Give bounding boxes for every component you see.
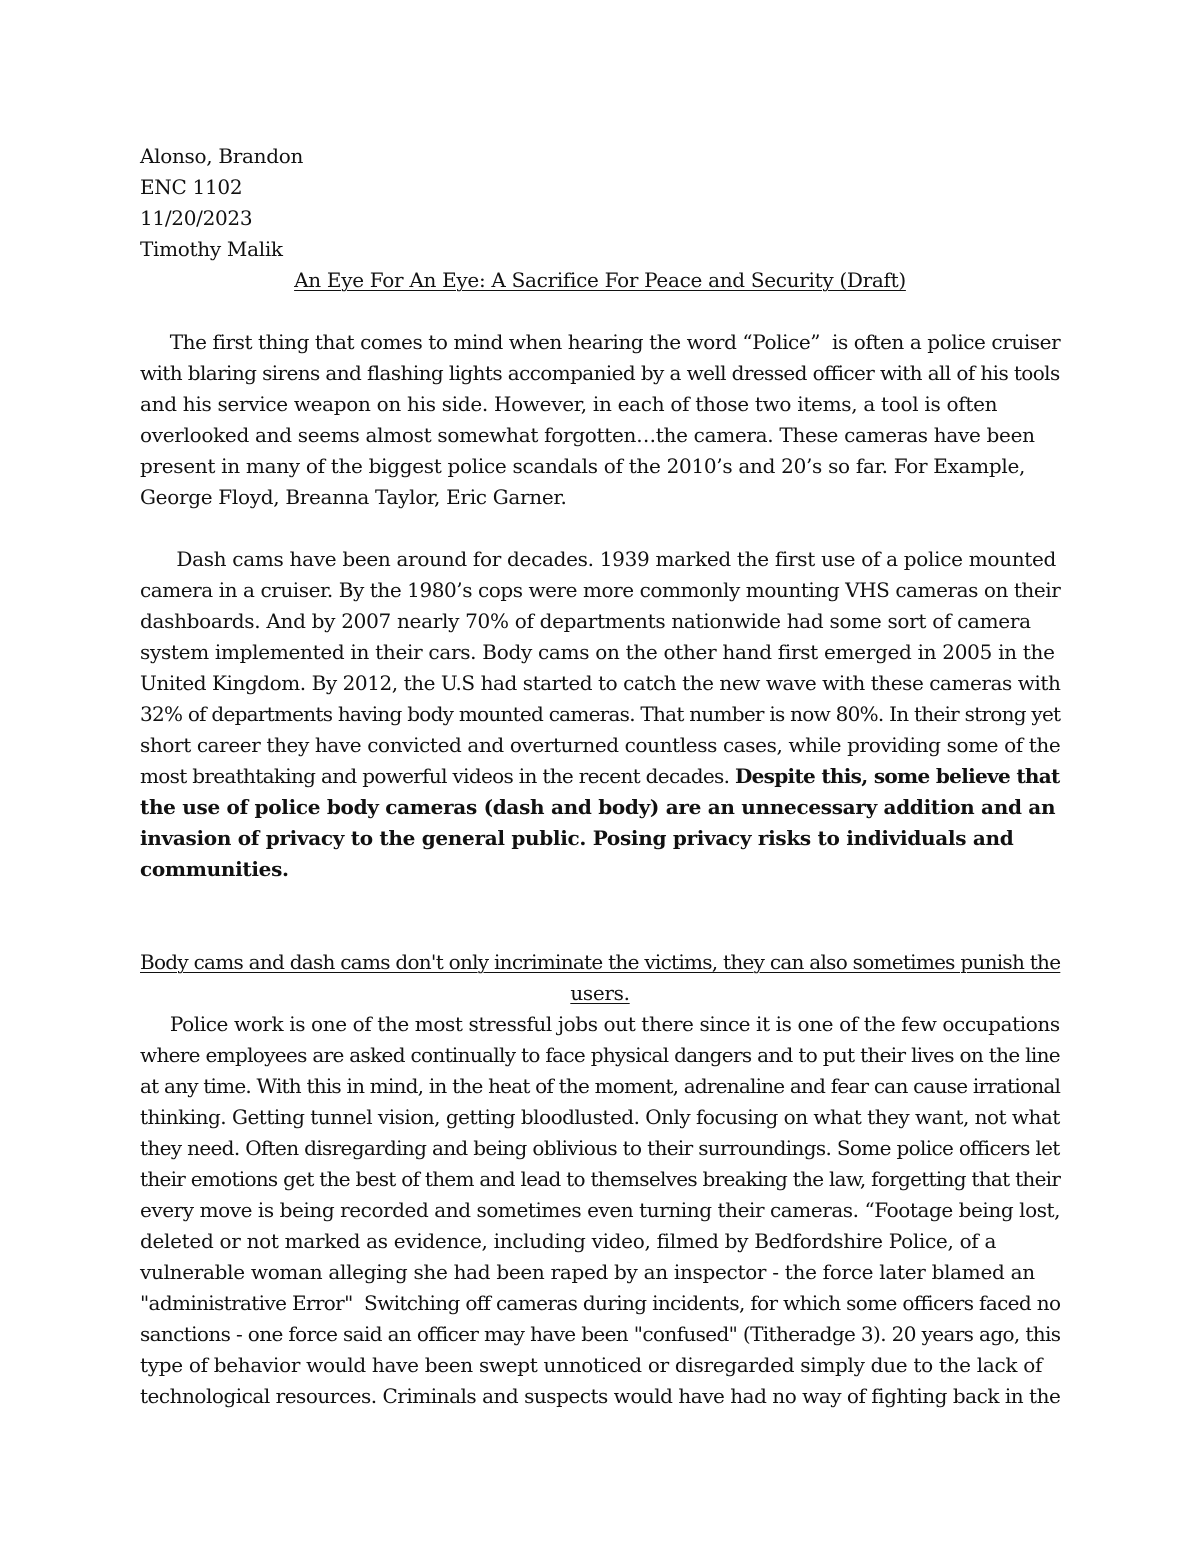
- document-body: [140, 141, 1060, 1412]
- paragraph-line: technological resources. Criminals and suspects would have had no way of fighting back in the: [140, 1384, 1061, 1408]
- paragraph-line: Police work is one of the most stressful jobs out there since it is one of the few occupations: [140, 1012, 1060, 1036]
- paragraph-line: at any time. With this in mind, in the heat of the moment, adrenaline and fear can cause irrational: [140, 1074, 1061, 1098]
- paragraph-line: present in many of the biggest police scandals of the 2010’s and 20’s so far. For Example,: [140, 454, 1026, 478]
- paragraph-line: with blaring sirens and flashing lights accompanied by a well dressed officer with all of his tools: [140, 361, 1060, 385]
- thesis-line: the use of police body cameras (dash and body) are an unnecessary addition and an: [140, 795, 1056, 819]
- paragraph-1: [140, 327, 1060, 513]
- paragraph-line: and his service weapon on his side. However, in each of those two items, a tool is often: [140, 392, 998, 416]
- paragraph-line: Dash cams have been around for decades. 1939 marked the first use of a police mounted: [140, 547, 1057, 571]
- author-name: Alonso, Brandon: [140, 144, 304, 168]
- thesis-line: communities.: [140, 857, 289, 881]
- course-code: ENC 1102: [140, 175, 243, 199]
- paragraph-line: vulnerable woman alleging she had been raped by an inspector - the force later blamed an: [140, 1260, 1035, 1284]
- thesis-line: invasion of privacy to the general public. Posing privacy risks to individuals and: [140, 826, 1014, 850]
- section-heading: [140, 947, 1060, 1009]
- paragraph-line: thinking. Getting tunnel vision, getting bloodlusted. Only focusing on what they want, not what: [140, 1105, 1060, 1129]
- paragraph-line: United Kingdom. By 2012, the U.S had started to catch the new wave with these cameras with: [140, 671, 1061, 695]
- section-heading-line: users.: [570, 981, 630, 1005]
- thesis-text: Despite this, some believe that: [734, 764, 1060, 788]
- paragraph-line-mixed: [140, 761, 1060, 792]
- paragraph-line: The first thing that comes to mind when hearing the word “Police” is often a police cruiser: [140, 330, 1061, 354]
- section-heading-line: Body cams and dash cams don't only incriminate the victims, they can also sometimes punish the: [140, 950, 1061, 974]
- paragraph-line: short career they have convicted and overturned countless cases, while providing some of the: [140, 733, 1061, 757]
- paragraph-text: most breathtaking and powerful videos in the recent decades.: [140, 764, 735, 788]
- spacer: [140, 513, 1060, 544]
- paragraph-3: [140, 1009, 1060, 1412]
- essay-title: An Eye For An Eye: A Sacrifice For Peace and Security (Draft): [294, 268, 906, 292]
- paragraph-2: [140, 544, 1060, 885]
- paragraph-line: camera in a cruiser. By the 1980’s cops were more commonly mounting VHS cameras on their: [140, 578, 1061, 602]
- paragraph-line: every move is being recorded and sometimes even turning their cameras. “Footage being lost,: [140, 1198, 1061, 1222]
- paragraph-line: their emotions get the best of them and lead to themselves breaking the law, forgetting that their: [140, 1167, 1061, 1191]
- submission-date: 11/20/2023: [140, 206, 253, 230]
- paragraph-line: George Floyd, Breanna Taylor, Eric Garner.: [140, 485, 567, 509]
- spacer: [140, 296, 1060, 327]
- spacer: [140, 885, 1060, 947]
- paragraph-line: sanctions - one force said an officer may have been "confused" (Titheradge 3). 20 years ago, this: [140, 1322, 1061, 1346]
- paragraph-line: overlooked and seems almost somewhat forgotten…the camera. These cameras have been: [140, 423, 1035, 447]
- paragraph-line: dashboards. And by 2007 nearly 70% of departments nationwide had some sort of camera: [140, 609, 1031, 633]
- paragraph-line: where employees are asked continually to face physical dangers and to put their lives on the line: [140, 1043, 1060, 1067]
- paragraph-line: 32% of departments having body mounted cameras. That number is now 80%. In their strong yet: [140, 702, 1061, 726]
- paragraph-line: system implemented in their cars. Body cams on the other hand first emerged in 2005 in the: [140, 640, 1055, 664]
- paragraph-line: they need. Often disregarding and being oblivious to their surroundings. Some police officers let: [140, 1136, 1060, 1160]
- paragraph-line: "administrative Error" Switching off cameras during incidents, for which some officers faced no: [140, 1291, 1061, 1315]
- instructor-name: Timothy Malik: [140, 237, 283, 261]
- paragraph-line: deleted or not marked as evidence, including video, filmed by Bedfordshire Police, of a: [140, 1229, 997, 1253]
- paragraph-line: type of behavior would have been swept unnoticed or disregarded simply due to the lack of: [140, 1353, 1043, 1377]
